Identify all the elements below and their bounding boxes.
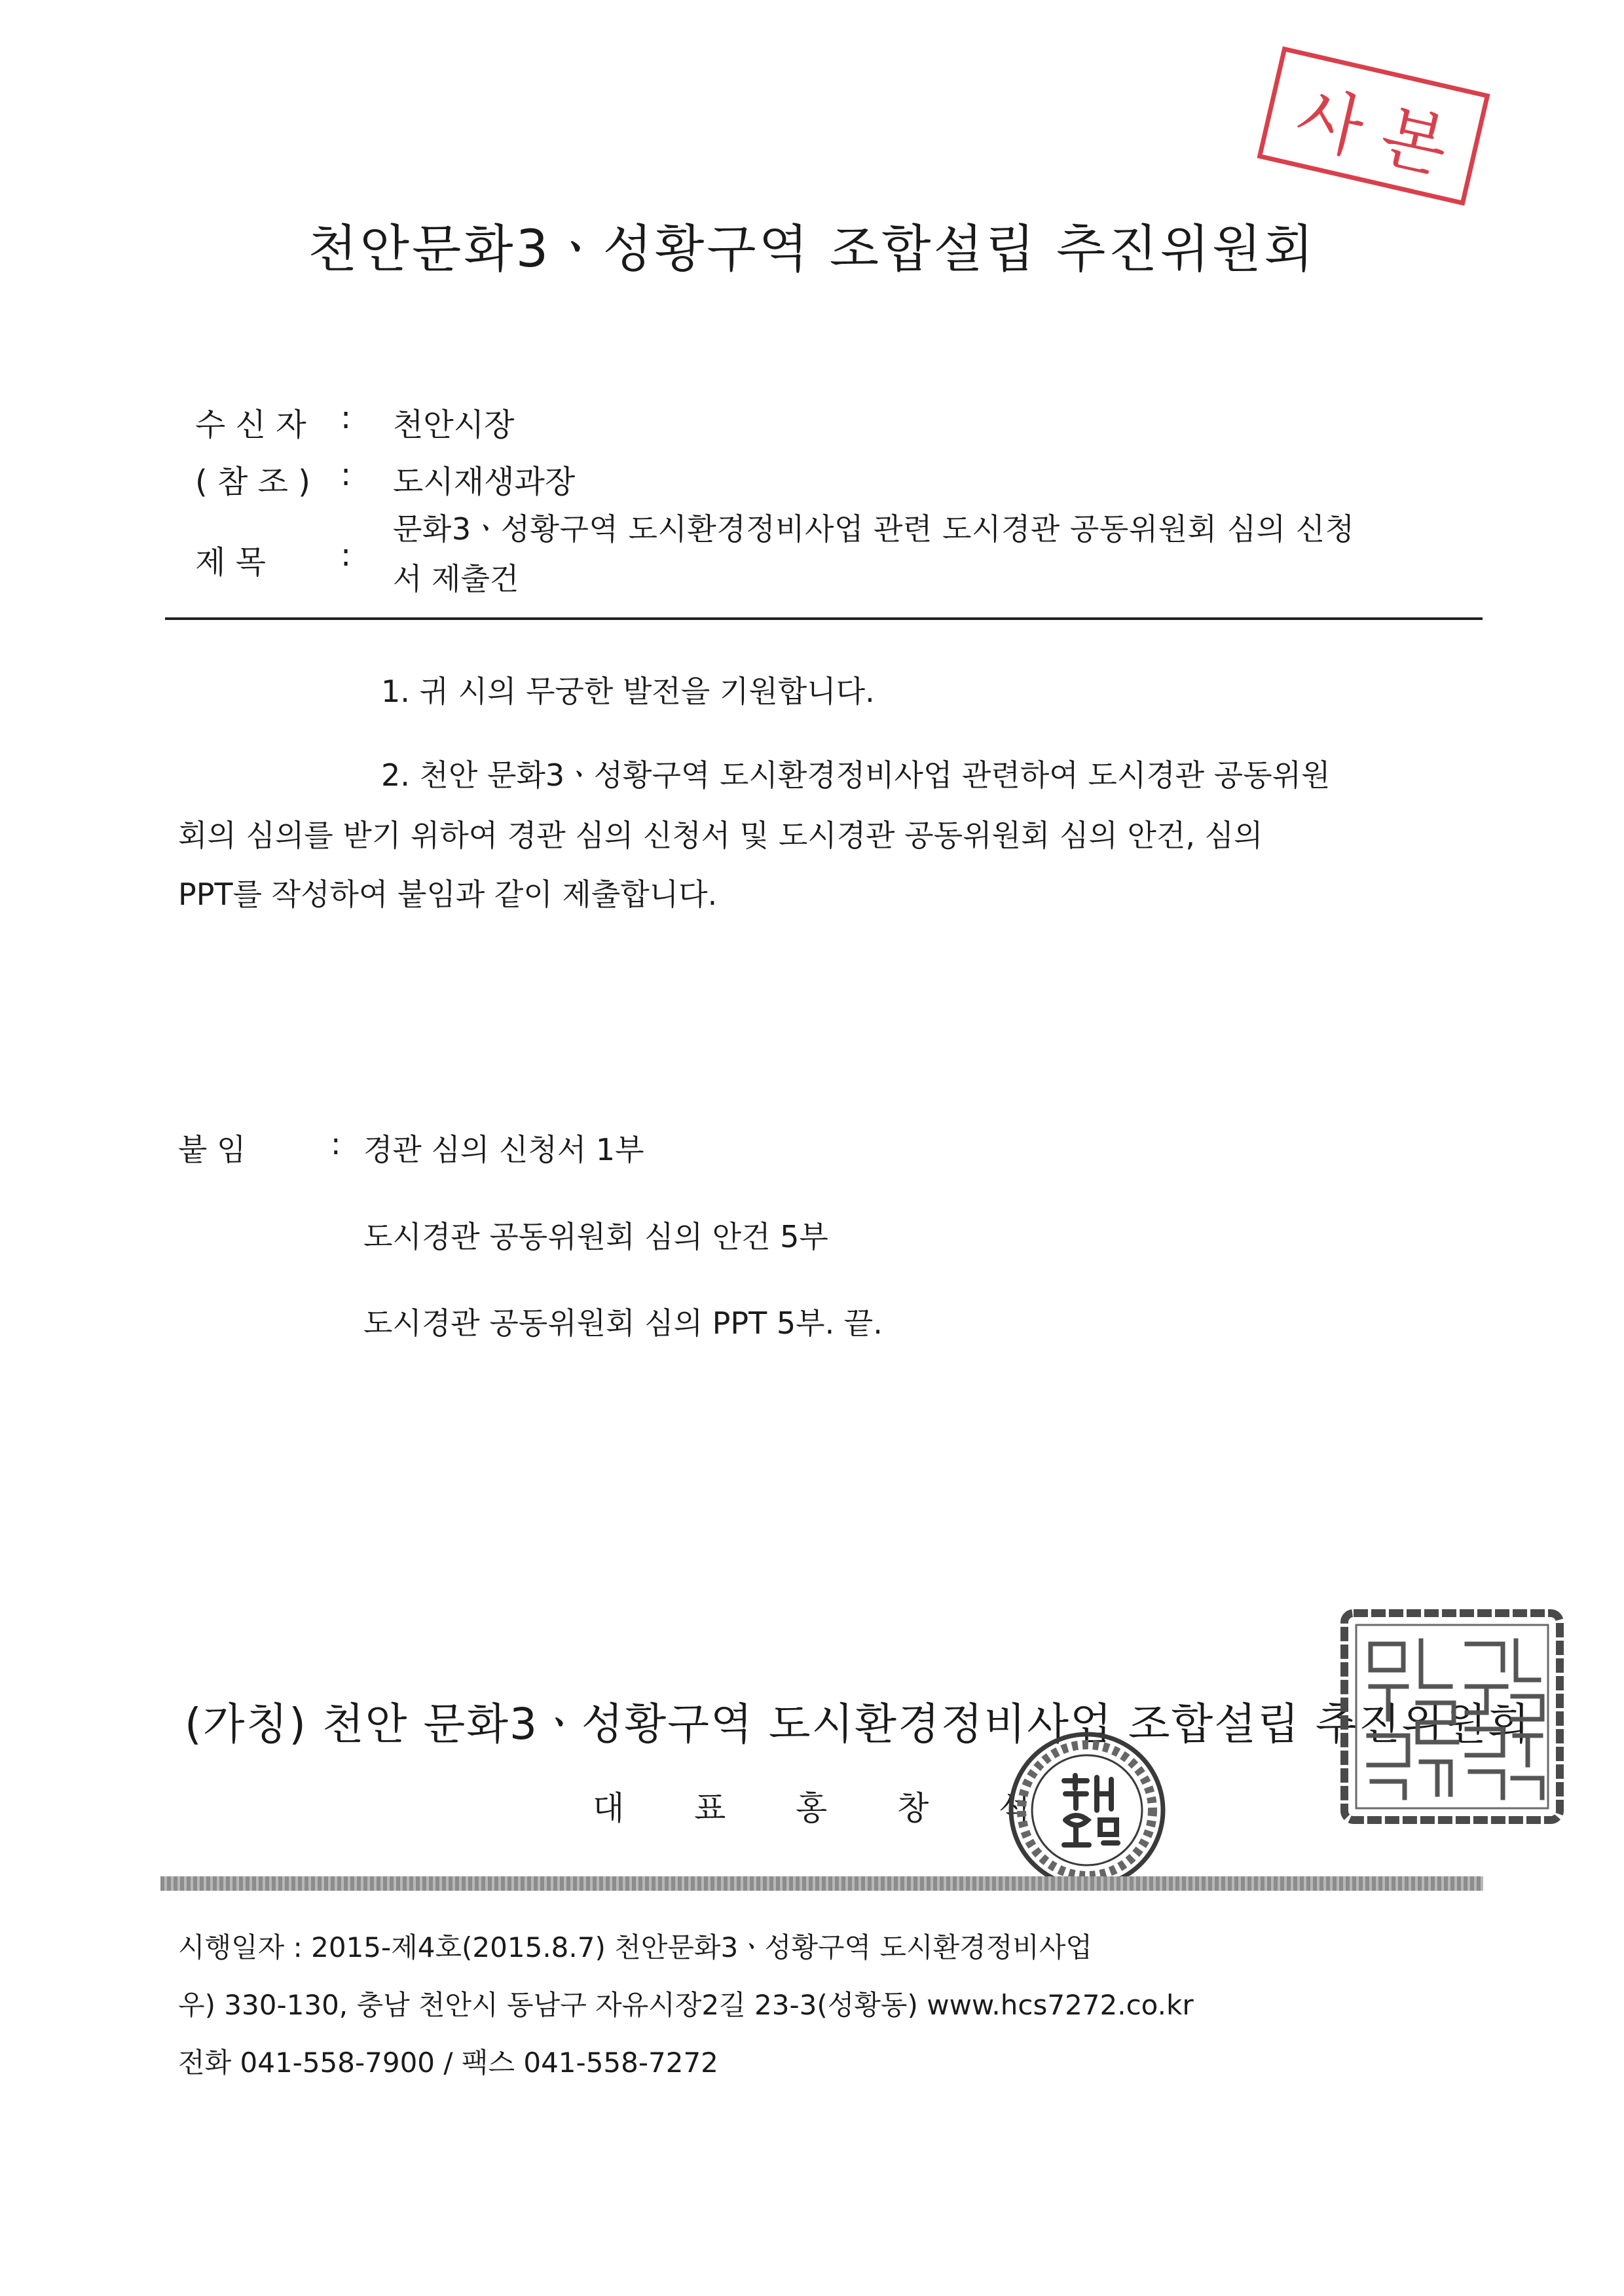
attachment-label: 붙 임 <box>178 1132 246 1167</box>
attachment-colon: : <box>331 1126 341 1161</box>
organization-seal <box>1339 1608 1565 1825</box>
reference-value: 도시재생과장 <box>393 464 576 500</box>
address-line: 우) 330-130, 충남 천안시 동남구 자유시장2길 23-3(성황동) www.hcs7272.co.kr <box>178 1989 1194 2021</box>
paragraph-1: 1. 귀 시의 무궁한 발전을 기원합니다. <box>381 674 875 709</box>
footer-rule <box>160 1876 1483 1891</box>
subject-line-2: 서 제출건 <box>393 561 519 596</box>
representative-char-2: 표 <box>694 1789 726 1827</box>
header-rule <box>165 617 1483 620</box>
representative-char-3: 홍 <box>796 1789 828 1827</box>
representative-char-1: 대 <box>593 1789 625 1827</box>
representative-char-4: 창 <box>897 1789 929 1827</box>
reference-colon: : <box>341 456 352 493</box>
copy-stamp-char-2: 본 <box>1373 95 1456 188</box>
organization-name: (가칭) 천안 문화3ㆍ성황구역 도시환경정비사업 조합설립 추진위원회 <box>185 1699 1531 1749</box>
paragraph-2-line-2: 회의 심의를 받기 위하여 경관 심의 신청서 및 도시경관 공동위원회 심의 안건, 심의 <box>178 818 1263 853</box>
subject-line-1: 문화3ㆍ성황구역 도시환경정비사업 관련 도시경관 공동위원회 심의 신청 <box>393 511 1355 547</box>
issue-line: 시행일자 : 2015-제4호(2015.8.7) 천안문화3ㆍ성황구역 도시환경정비사업 <box>178 1931 1092 1963</box>
attachment-item-1: 경관 심의 신청서 1부 <box>363 1132 644 1167</box>
document-title: 천안문화3ㆍ성황구역 조합설립 추진위원회 <box>308 220 1316 279</box>
reference-label: ( 참 조 ) <box>195 464 310 500</box>
paragraph-2-line-1: 2. 천안 문화3ㆍ성황구역 도시환경정비사업 관련하여 도시경관 공동위원 <box>381 757 1331 793</box>
representative-seal <box>1005 1728 1169 1892</box>
subject-label: 제 목 <box>195 544 266 581</box>
recipient-value: 천안시장 <box>393 407 515 443</box>
copy-stamp <box>1257 46 1490 206</box>
recipient-colon: : <box>341 399 352 436</box>
phone-line: 전화 041-558-7900 / 팩스 041-558-7272 <box>178 2047 718 2079</box>
recipient-label: 수 신 자 <box>195 407 306 443</box>
subject-colon: : <box>341 537 352 574</box>
paragraph-2-line-3: PPT를 작성하여 붙임과 같이 제출합니다. <box>178 877 718 912</box>
representative-char-5: 석 <box>999 1789 1031 1827</box>
attachment-item-3: 도시경관 공동위원회 심의 PPT 5부. 끝. <box>363 1305 883 1341</box>
copy-stamp-char-1: 사 <box>1289 75 1372 169</box>
attachment-item-2: 도시경관 공동위원회 심의 안건 5부 <box>363 1219 828 1254</box>
